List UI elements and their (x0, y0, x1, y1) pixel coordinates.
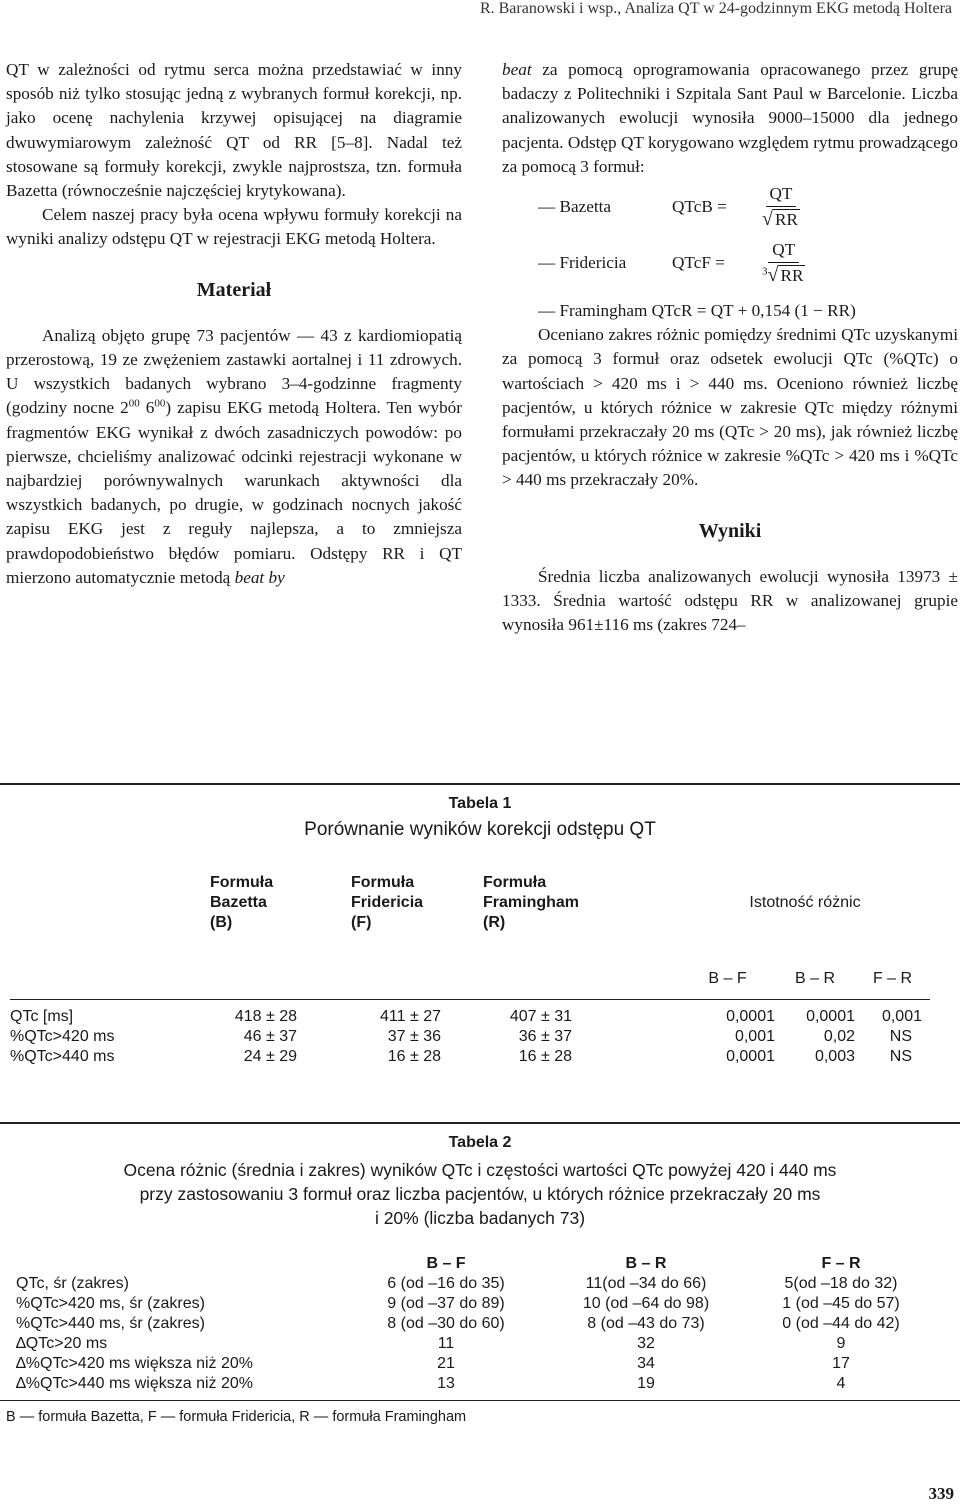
table1-col-framingham: Formuła Framingham (R) (483, 874, 580, 931)
left-column (6, 58, 462, 590)
formula-framingham: — Framingham QTcR = QT + 0,154 (1 − RR) (538, 301, 856, 321)
formula-fridericia: — Fridericia QTcF = $\frac{QT}{^3√ RR}$ (538, 239, 804, 287)
table-row: ∆%QTc>440 ms większa niż 20% 13 19 4 (16, 1375, 846, 1392)
table1-significance-header: Istotność różnic (749, 894, 861, 911)
right-column (502, 58, 958, 637)
heading-material: Materiał (196, 278, 272, 301)
table2-bottom-rule (0, 1400, 960, 1401)
table1-col-fridericia: Formuła Fridericia (F) (351, 874, 424, 931)
table1-caption: Porównanie wyników korekcji odstępu QT (304, 819, 656, 840)
left-paragraph-2: Celem naszej pracy była ocena wpływu formuły korekcji na wyniki analizy odstępu QT w rejestracji EKG metodą Holtera. (6, 205, 462, 249)
table2-caption: Ocena różnic (średnia i zakres) wyników QTc i częstości wartości QTc powyżej 420 i 440 ms przy zastosowaniu 3 formuł oraz liczba pacjentów, u których różnice przekraczały 20 ms i 20% (liczba badanych 73) (123, 1160, 837, 1228)
right-paragraph-3: Średnia liczba analizowanych ewolucji wynosiła 13973 ± 1333. Średnia wartość odstępu RR w analizowanej grupie wynosiła 961±116 ms (zakres 724– (502, 566, 958, 635)
table2-footnote: B — formuła Bazetta, F — formuła Fridericia, R — formuła Framingham (6, 1409, 467, 1425)
formula-bazett: — Bazetta QTcB = $\frac{QT}{√ RR}$ (538, 183, 798, 231)
heading-wyniki: Wyniki (698, 519, 762, 542)
table1-header-row (10, 873, 930, 933)
table1-top-rule (0, 783, 960, 785)
table2 (0, 1134, 960, 1392)
table1-col-bazett: Formuła Bazetta (B) (210, 874, 274, 931)
table1-label: Tabela 1 (448, 795, 512, 812)
table-row: ∆QTc>20 ms 11 32 9 (16, 1335, 846, 1352)
table2-label: Tabela 2 (448, 1134, 512, 1151)
right-paragraph-1: beat za pomocą oprogramowania opracowanego przez grupę badaczy z Politechniki i Szpitala Sant Paul w Barcelonie. Liczba analizowanych ewolucji wynosiła 9000–15000 dla jednego pacjenta. Odstęp QT korygowano względem rytmu prowadzącego za pomocą 3 formuł: (502, 60, 958, 176)
running-head: R. Baranowski i wsp., Analiza QT w 24-godzinnym EKG metodą Holtera (479, 0, 952, 17)
table1 (0, 795, 960, 1065)
table-row: %QTc>440 ms, śr (zakres) 8 (od –30 do 60) 8 (od –43 do 73) 0 (od –44 do 42) (16, 1315, 900, 1332)
table2-grid (16, 1254, 936, 1394)
table-row: QTc [ms] 418 ± 28 411 ± 27 407 ± 31 0,0001 0,0001 0,001 (10, 1008, 922, 1025)
table-row: %QTc>420 ms, śr (zakres) 9 (od –37 do 89) 10 (od –64 do 98) 1 (od –45 do 57) (16, 1295, 900, 1312)
table2-header-row: B – F B – R F – R (426, 1255, 861, 1272)
table-row: %QTc>440 ms 24 ± 29 16 ± 28 16 ± 28 0,0001 0,003 NS (10, 1048, 912, 1065)
page-number: 339 (928, 1484, 954, 1503)
table-row: ∆%QTc>420 ms większa niż 20% 21 34 17 (16, 1355, 850, 1372)
right-paragraph-2: Oceniano zakres różnic pomiędzy średnimi QTc uzyskanymi za pomocą 3 formuł oraz odsetek ewolucji QTc (%QTc) o wartościach > 420 ms i > 440 ms. Oceniono również liczbę pacjentów, u których różnice w zakresie QTc między różnymi formułami przekraczały 20 ms (QTc > 20 ms), jak również liczbę pacjentów, u których różnice w zakresie %QTc > 420 ms i %QTc > 440 ms przekraczały 20%. (502, 325, 958, 490)
left-paragraph-3: Analizą objęto grupę 73 pacjentów — 43 z kardiomiopatią przerostową, 19 ze zwężeniem zastawki aortalnej i 11 zdrowych. U wszystkich badanych wybrano 3–4-godzinne fragmenty (godziny nocne $2^{00}$ $6^{00}$) zapisu EKG metodą Holtera. Ten wybór fragmentów EKG wynikał z dwóch zasadniczych powodów: po pierwsze, chcieliśmy analizować odcinki rejestracji wykonane w najbardziej porównywalnych warunkach aktywności dla wszystkich badanych, po drugie, w godzinach nocnych jakość zapisu EKG jest z reguły najlepsza, a to zmniejsza prawdopodobieństwo błędów pomiaru. Odstępy RR i QT mierzono automatycznie metodą beat by (6, 325, 463, 587)
table1-subheader-row: B – F B – R F – R (708, 970, 913, 987)
table-row: %QTc>420 ms 46 ± 37 37 ± 36 36 ± 37 0,001 0,02 NS (10, 1028, 912, 1045)
left-paragraph-1: QT w zależności od rytmu serca można przedstawiać w inny sposób niż tylko stosując jedną z wybranych formuł korekcji, np. jako ocenę nachylenia krzywej opisującej na diagramie dwuwymiarowym zależność QT od RR [5–8]. Nadal też stosowane są formuły korekcji, zwykle najprostsza, tzn. formuła Bazetta (równocześnie najczęściej krytykowana). (6, 60, 462, 201)
table1-grid (10, 873, 930, 1067)
table2-top-rule (0, 1122, 960, 1124)
table-row: QTc, śr (zakres) 6 (od –16 do 35) 11(od –34 do 66) 5(od –18 do 32) (16, 1275, 898, 1292)
